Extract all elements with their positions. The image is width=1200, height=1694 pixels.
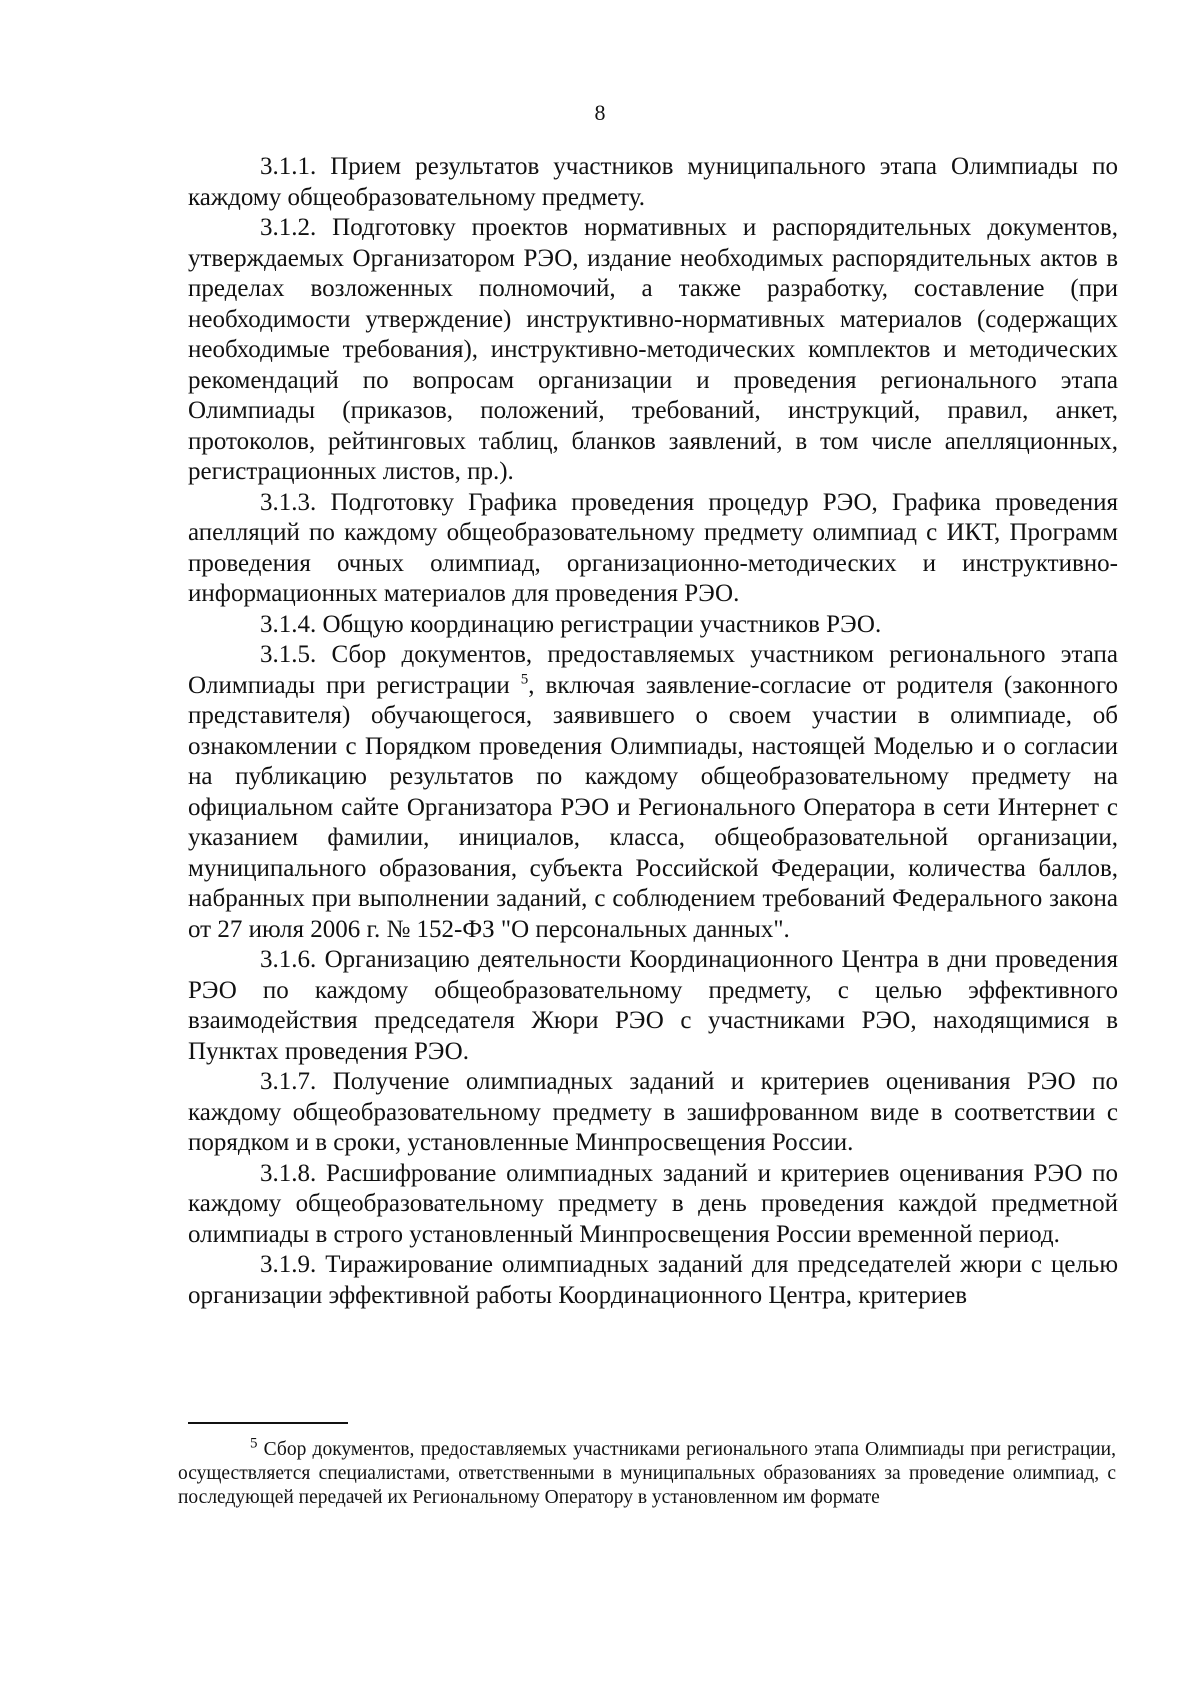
footnote-mark: 5 — [250, 1435, 258, 1452]
footnote-reference[interactable]: 5 — [520, 671, 529, 688]
paragraph-3-1-9: 3.1.9. Тиражирование олимпиадных заданий для председателей жюри с целью организации эффективной работы Координационного Центра, критериев — [188, 1251, 1118, 1309]
paragraph-3-1-8: 3.1.8. Расшифрование олимпиадных заданий и критериев оценивания РЭО по каждому общеобразовательному предмету в день проведения каждой предметной олимпиады в строго установленный Минпросвещения России временной период. — [188, 1159, 1118, 1248]
paragraph-3-1-1: 3.1.1. Прием результатов участников муниципального этапа Олимпиады по каждому общеобразовательному предмету. — [188, 153, 1118, 211]
footnote — [178, 1435, 1116, 1510]
paragraph-3-1-5 — [188, 640, 1118, 945]
footnote-text: Сбор документов, предоставляемых участниками регионального этапа Олимпиады при регистрации, осуществляется специалистами, ответственными в муниципальных образованиях за проведение олимпиад, с последующей передачей их Региональному Оператору в установленном им формате — [178, 1439, 1116, 1508]
paragraph-3-1-5-end: , включая заявление-согласие от родителя (законного представителя) обучающегося, заявившего о своем участии в олимпиаде, об ознакомлении с Порядком проведения Олимпиады, настоящей Моделью и о согласии на публикацию результатов по каждому общеобразовательному предмету на официальном сайте Организатора РЭО и Регионального Оператора в сети Интернет с указанием фамилии, инициалов, класса, общеобразовательной организации, муниципального образования, субъекта Российской Федерации, количества баллов, набранных при выполнении заданий, с соблюдением требований Федерального закона от 27 июля 2006 г. № 152-ФЗ "О персональных данных". — [188, 671, 1118, 943]
document-body — [188, 152, 1118, 1311]
page-number: 8 — [594, 100, 606, 125]
paragraph-3-1-5-start: 3.1.5. Сбор документов, предоставляемых участником регионального этапа Олимпиады при регистрации — [188, 641, 1118, 699]
paragraph-3-1-7: 3.1.7. Получение олимпиадных заданий и критериев оценивания РЭО по каждому общеобразовательному предмету в зашифрованном виде в соответствии с порядком и в сроки, установленные Минпросвещения России. — [188, 1068, 1118, 1156]
paragraph-3-1-3: 3.1.3. Подготовку Графика проведения процедур РЭО, Графика проведения апелляций по каждому общеобразовательному предмету олимпиад с ИКТ, Программ проведения очных олимпиад, организационно-методических и инструктивно-информационных материалов для проведения РЭО. — [188, 488, 1118, 607]
paragraph-3-1-4: 3.1.4. Общую координацию регистрации участников РЭО. — [260, 610, 882, 638]
paragraph-3-1-6: 3.1.6. Организацию деятельности Координационного Центра в дни проведения РЭО по каждому общеобразовательному предмету, с целью эффективного взаимодействия председателя Жюри РЭО с участниками РЭО, находящимися в Пунктах проведения РЭО. — [188, 946, 1118, 1065]
paragraph-3-1-2: 3.1.2. Подготовку проектов нормативных и распорядительных документов, утверждаемых Организатором РЭО, издание необходимых распорядительных актов в пределах возложенных полномочий, а также разработку, составление (при необходимости утверждение) инструктивно-нормативных материалов (содержащих необходимые требования), инструктивно-методических комплектов и методических рекомендаций по вопросам организации и проведения регионального этапа Олимпиады (приказов, положений, требований, инструкций, правил, анкет, протоколов, рейтинговых таблиц, бланков заявлений, в том числе апелляционных, регистрационных листов, пр.). — [188, 214, 1118, 485]
footnote-divider — [188, 1422, 348, 1424]
